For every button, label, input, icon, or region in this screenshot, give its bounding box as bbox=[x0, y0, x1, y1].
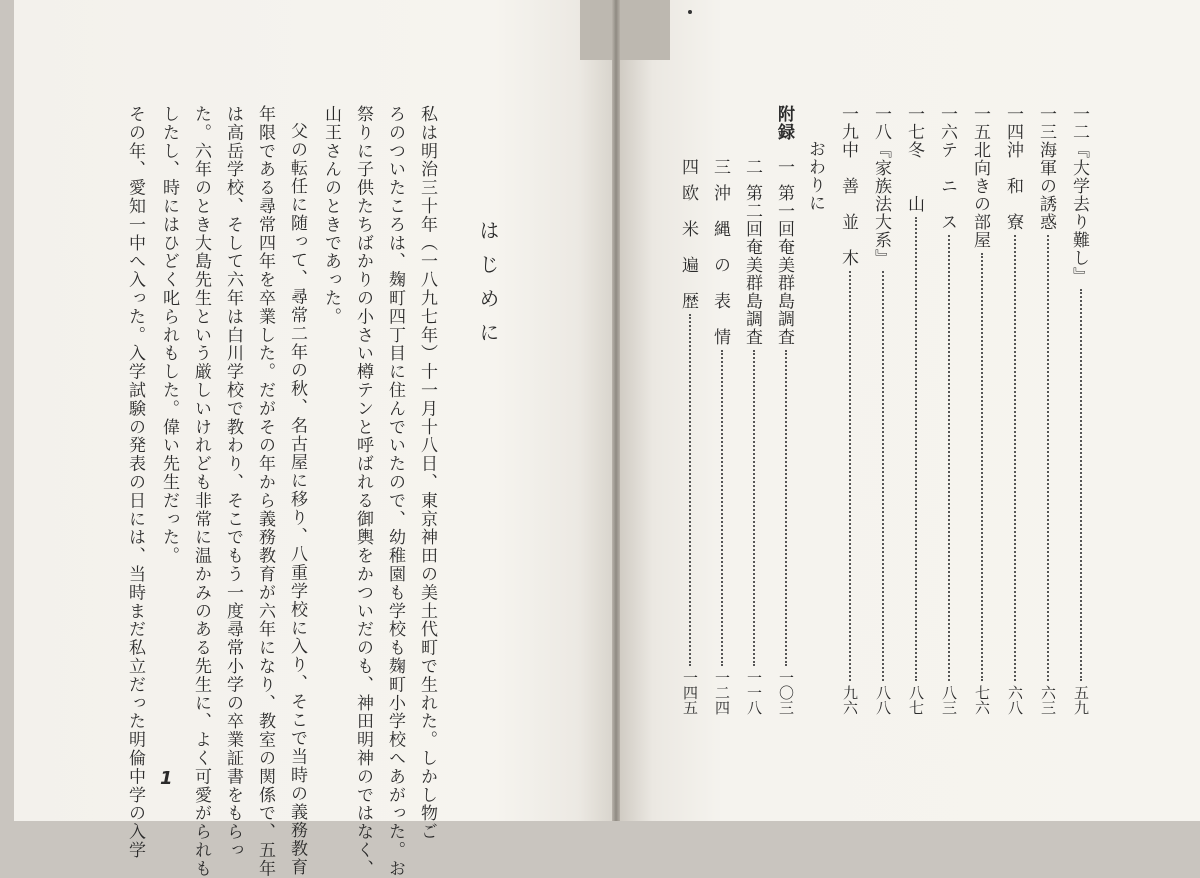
toc-entry-number: 一五 bbox=[970, 105, 990, 141]
toc-entry bbox=[938, 105, 960, 715]
toc-entry bbox=[743, 158, 765, 715]
toc-entry-title: おわりに bbox=[805, 140, 825, 212]
toc-entry bbox=[872, 105, 894, 715]
toc-entry-number: 四 bbox=[678, 158, 698, 176]
toc-leader-dots bbox=[849, 271, 851, 681]
left-page bbox=[14, 0, 614, 821]
toc-entry-number: 一 bbox=[774, 158, 794, 176]
body-line-9: したし、時にはひどく叱られもした。偉い先生だった。 bbox=[159, 105, 179, 565]
toc-leader-dots bbox=[1014, 235, 1016, 681]
toc-leader-dots bbox=[915, 217, 917, 681]
toc-entry-number: 一四 bbox=[1003, 105, 1023, 141]
toc-entry-page: 一〇三 bbox=[777, 670, 795, 715]
toc-leader-dots bbox=[948, 235, 950, 681]
toc-entry-page: 一二四 bbox=[713, 670, 731, 715]
toc-entry-number: 一七 bbox=[904, 105, 924, 141]
body-line-7: は高岳学校、そして六年は白川学校で教わり、そこでもう一度尋常小学の卒業証書をもらっ bbox=[223, 105, 243, 860]
toc-leader-dots bbox=[689, 314, 691, 666]
toc-entry-page: 八三 bbox=[940, 685, 958, 715]
toc-entry bbox=[905, 105, 927, 715]
toc-entry-number: 一六 bbox=[937, 105, 957, 141]
body-line-3: 祭りに子供たちばかりの小さい樽テンと呼ばれる御輿をかついだのも、神田明神のではなく、 bbox=[353, 105, 373, 878]
page-number: 1 bbox=[160, 768, 173, 789]
toc-entry bbox=[971, 105, 993, 715]
toc-entry bbox=[1004, 105, 1026, 715]
toc-entry-page: 八七 bbox=[907, 685, 925, 715]
toc-entry-title: 沖 和 寮 bbox=[1003, 141, 1023, 231]
print-mark bbox=[688, 10, 692, 14]
toc-entry-title: 『大学去り難し』 bbox=[1069, 141, 1089, 285]
body-line-10: その年、愛知一中へ入った。入学試験の発表の日には、当時まだ私立だった明倫中学の入学 bbox=[125, 105, 145, 860]
toc-entry-title: 冬 山 bbox=[904, 141, 924, 213]
toc-entry-page: 一一八 bbox=[745, 670, 763, 715]
book-gutter bbox=[612, 0, 620, 821]
toc-entry-title: 沖 縄 の 表 情 bbox=[710, 184, 730, 346]
toc-entry-number: 一三 bbox=[1036, 105, 1056, 141]
body-line-2: ろのついたころは、麹町四丁目に住んでいたので、幼稚園も学校も麹町小学校へあがった。お bbox=[385, 105, 405, 878]
toc-entry bbox=[711, 158, 733, 715]
toc-leader-dots bbox=[785, 350, 787, 666]
toc-entry bbox=[775, 158, 797, 715]
toc-entry-number: 三 bbox=[710, 158, 730, 176]
toc-entry-page: 五九 bbox=[1072, 685, 1090, 715]
toc-entry-title: 海軍の誘惑 bbox=[1036, 141, 1056, 231]
body-line-1: 私は明治三十年（一八九七年）十一月十八日、東京神田の美土代町で生れた。しかし物ご bbox=[417, 105, 437, 841]
toc-entry bbox=[806, 140, 828, 750]
toc-entry-page: 六八 bbox=[1006, 685, 1024, 715]
toc-entry-title: 欧 米 遍 歴 bbox=[678, 184, 698, 310]
toc-entry-number: 一九 bbox=[838, 105, 858, 141]
toc-entry-page: 一四五 bbox=[681, 670, 699, 715]
body-line-6: 年限である尋常四年を卒業した。だがその年から義務教育が六年になり、教室の関係で、五年 bbox=[255, 105, 275, 878]
toc-entry-page: 七六 bbox=[973, 685, 991, 715]
toc-leader-dots bbox=[721, 350, 723, 666]
toc-entry-title: 中 善 並 木 bbox=[838, 141, 858, 267]
toc-entry-page: 六三 bbox=[1039, 685, 1057, 715]
toc-entry bbox=[1037, 105, 1059, 715]
toc-entry bbox=[1070, 105, 1092, 715]
toc-entry-page: 九六 bbox=[841, 685, 859, 715]
toc-leader-dots bbox=[981, 253, 983, 681]
toc-entry-title: 第二回奄美群島調査 bbox=[742, 184, 762, 346]
background-shadow bbox=[580, 0, 670, 60]
toc-entry-title: 北向きの部屋 bbox=[970, 141, 990, 249]
toc-entry-title: 『家族法大系』 bbox=[871, 141, 891, 267]
toc-entry bbox=[839, 105, 861, 715]
toc-entry-title: 第一回奄美群島調査 bbox=[774, 184, 794, 346]
body-line-5: 父の転任に随って、尋常二年の秋、名古屋に移り、八重学校に入り、そこで当時の義務教育 bbox=[287, 122, 307, 877]
body-line-8: た。六年のとき大島先生という厳しいけれども非常に温かみのある先生に、よく可愛がられも bbox=[191, 105, 211, 878]
toc-entry-number: 二 bbox=[742, 158, 762, 176]
toc-entry-title: テ ニ ス bbox=[937, 141, 957, 231]
toc-appendix-label: 附録 bbox=[774, 105, 794, 141]
toc-leader-dots bbox=[753, 350, 755, 666]
toc-entry-page: 八八 bbox=[874, 685, 892, 715]
toc-entry-number: 一二 bbox=[1069, 105, 1089, 141]
toc-entry bbox=[679, 158, 701, 715]
toc-leader-dots bbox=[1080, 289, 1082, 681]
toc-leader-dots bbox=[1047, 235, 1049, 681]
toc-entry-number: 一八 bbox=[871, 105, 891, 141]
body-line-4: 山王さんのときであった。 bbox=[321, 105, 341, 326]
page-heading: はじめに bbox=[476, 220, 500, 356]
toc-leader-dots bbox=[882, 271, 884, 681]
